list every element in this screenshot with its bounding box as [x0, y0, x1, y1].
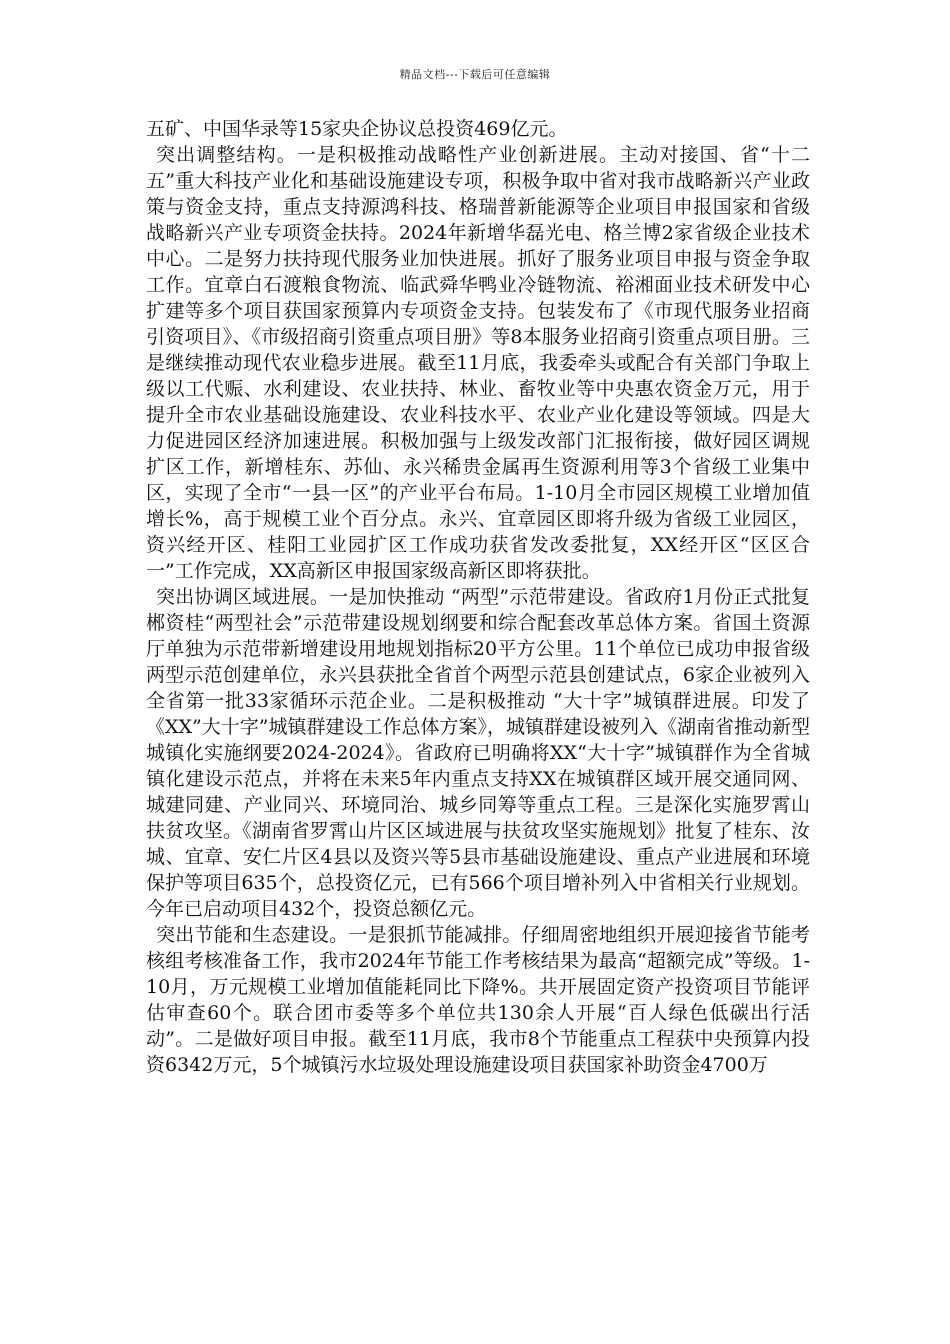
paragraph-energy-ecology: 突出节能和生态建设。一是狠抓节能减排。仔细周密地组织开展迎接省节能考核组考核准备工作，我市2024年节能工作考核结果为最高“超额完成”等级。1-10月，万元规模工业增加值能耗同比下降%。共开展固定资产投资项目节能评估审查60个。联合团市委等多个单位共130余人开展“百人绿色低碳出行活动”。二是做好项目申报。截至11月底，我市8个节能重点工程获中央预算内投资6342万元，5个城镇污水垃圾处理设施建设项目获国家补助资金4700万	[146, 924, 810, 1076]
page-header: 精品文档---下载后可任意编辑	[399, 68, 551, 81]
document-body	[146, 116, 810, 1078]
paragraph-regional-coordination: 突出协调区域进展。一是加快推动 “两型”示范带建设。省政府1月份正式批复郴资桂“两型社会”示范带建设规划纲要和综合配套改革总体方案。省国土资源厅单独为示范带新增建设用地规划指标20平方公里。11个单位已成功申报省级两型示范创建单位，永兴县获批全省首个两型示范县创建试点，6家企业被列入全省第一批33家循环示范企业。二是积极推动 “大十字”城镇群进展。印发了《XX”大十字”城镇群建设工作总体方案》，城镇群建设被列入《湖南省推动新型城镇化实施纲要2024-2024》。省政府已明确将XX“大十字”城镇群作为全省城镇化建设示范点，并将在未来5年内重点支持XX在城镇群区域开展交通同网、城建同建、产业同兴、环境同治、城乡同筹等重点工程。三是深化实施罗霄山扶贫攻坚。《湖南省罗霄山片区区域进展与扶贫攻坚实施规划》批复了桂东、汝城、宜章、安仁片区4县以及资兴等5县市基础设施建设、重点产业进展和环境保护等项目635个，总投资亿元，已有566个项目增补列入中省相关行业规划。今年已启动项目432个，投资总额亿元。	[146, 586, 810, 920]
paragraph-continuation: 五矿、中国华录等15家央企协议总投资469亿元。	[146, 118, 568, 140]
paragraph-structure-adjustment: 突出调整结构。一是积极推动战略性产业创新进展。主动对接国、省“十二五”重大科技产业化和基础设施建设专项，积极争取中省对我市战略新兴产业政策与资金支持，重点支持源鸿科技、格瑞普新能源等企业项目申报国家和省级战略新兴产业专项资金扶持。2024年新增华磊光电、格兰博2家省级企业技术中心。二是努力扶持现代服务业加快进展。抓好了服务业项目申报与资金争取工作。宜章白石渡粮食物流、临武舜华鸭业冷链物流、裕湘面业技术研发中心扩建等多个项目获国家预算内专项资金支持。包装发布了《市现代服务业招商引资项目》、《市级招商引资重点项目册》等8本服务业招商引资重点项目册。三是继续推动现代农业稳步进展。截至11月底，我委牵头或配合有关部门争取上级以工代赈、水利建设、农业扶持、林业、畜牧业等中央惠农资金万元，用于提升全市农业基础设施建设、农业科技水平、农业产业化建设等领域。四是大力促进园区经济加速进展。积极加强与上级发改部门汇报衔接，做好园区调规扩区工作，新增桂东、苏仙、永兴稀贵金属再生资源利用等3个省级工业集中区，实现了全市“一县一区”的产业平台布局。1-10月全市园区规模工业增加值增长%，高于规模工业个百分点。永兴、宜章园区即将升级为省级工业园区，资兴经开区、桂阳工业园扩区工作成功获省发改委批复，XX经开区“区区合一”工作完成，XX高新区申报国家级高新区即将获批。	[146, 144, 810, 582]
